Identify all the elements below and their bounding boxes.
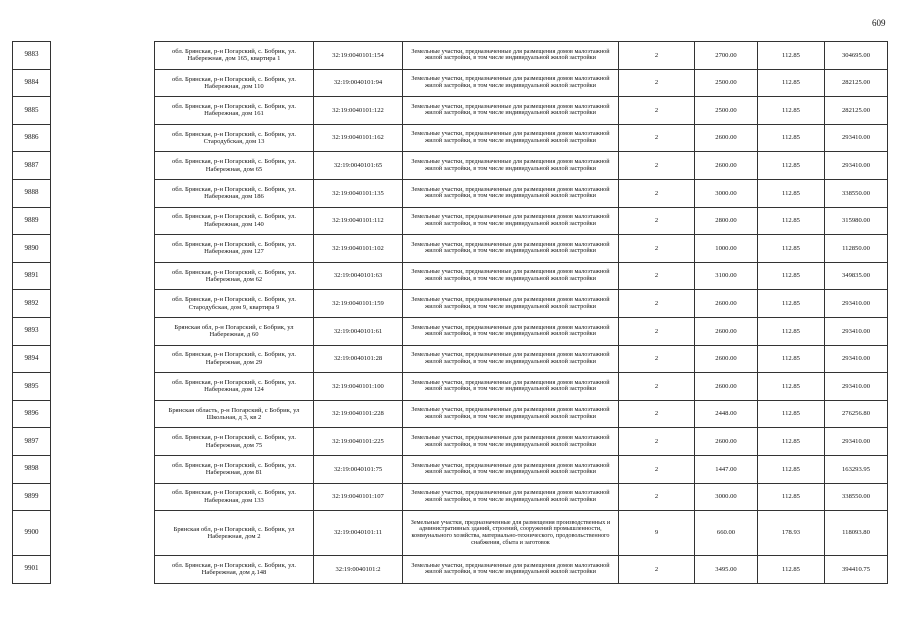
row-number-cell: 9883	[13, 42, 51, 70]
row-number-cell: 9898	[13, 455, 51, 483]
rate-cell: 112.85	[758, 345, 825, 373]
gap-cell	[51, 483, 155, 511]
rate-cell: 112.85	[758, 124, 825, 152]
group-cell: 9	[619, 511, 695, 556]
rate-cell: 112.85	[758, 152, 825, 180]
rate-cell: 112.85	[758, 42, 825, 70]
row-number-cell: 9893	[13, 317, 51, 345]
gap-cell	[51, 97, 155, 125]
gap-cell	[51, 290, 155, 318]
table-row	[13, 373, 888, 401]
row-number-cell: 9884	[13, 69, 51, 97]
land-use-cell: Земельные участки, предназначенные для размещения домов малоэтажной жилой застройки, в том числе индивидуальной жилой застройки	[403, 124, 619, 152]
row-number-cell: 9899	[13, 483, 51, 511]
table-row	[13, 152, 888, 180]
table-row	[13, 42, 888, 70]
cadastral-number-cell: 32:19:0040101:65	[314, 152, 403, 180]
cadastral-value-cell: 282125.00	[825, 97, 888, 125]
address-cell: обл. Брянская, р-н Погарский, с. Бобрик, ул. Набережная, дом 140	[155, 207, 314, 235]
cadastral-value-cell: 276256.80	[825, 400, 888, 428]
group-cell: 2	[619, 124, 695, 152]
area-cell: 2600.00	[695, 373, 758, 401]
row-number-cell: 9896	[13, 400, 51, 428]
cadastral-number-cell: 32:19:0040101:162	[314, 124, 403, 152]
area-cell: 660.00	[695, 511, 758, 556]
cadastral-number-cell: 32:19:0040101:2	[314, 556, 403, 584]
land-use-cell: Земельные участки, предназначенные для размещения домов малоэтажной жилой застройки, в том числе индивидуальной жилой застройки	[403, 207, 619, 235]
group-cell: 2	[619, 207, 695, 235]
address-cell: Брянская обл, р-н Погарский, с. Бобрик, ул Набережная, дом 2	[155, 511, 314, 556]
area-cell: 1447.00	[695, 455, 758, 483]
cadastral-number-cell: 32:19:0040101:154	[314, 42, 403, 70]
address-cell: обл. Брянская, р-н Погарский, с. Бобрик, ул. Набережная, дом 81	[155, 455, 314, 483]
cadastral-value-cell: 112850.00	[825, 235, 888, 263]
rate-cell: 112.85	[758, 207, 825, 235]
address-cell: обл. Брянская, р-н Погарский, с. Бобрик, ул. Набережная, дом 124	[155, 373, 314, 401]
land-use-cell: Земельные участки, предназначенные для размещения домов малоэтажной жилой застройки, в том числе индивидуальной жилой застройки	[403, 556, 619, 584]
gap-cell	[51, 428, 155, 456]
group-cell: 2	[619, 373, 695, 401]
cadastral-value-cell: 338550.00	[825, 483, 888, 511]
gap-cell	[51, 455, 155, 483]
table-row	[13, 511, 888, 556]
row-number-cell: 9895	[13, 373, 51, 401]
cadastral-value-cell: 163293.95	[825, 455, 888, 483]
cadastral-number-cell: 32:19:0040101:159	[314, 290, 403, 318]
gap-cell	[51, 262, 155, 290]
address-cell: Брянская область, р-н Погарский, с Бобрик, ул Школьная, д 3, кв 2	[155, 400, 314, 428]
cadastral-number-cell: 32:19:0040101:225	[314, 428, 403, 456]
address-cell: обл. Брянская, р-н Погарский, с. Бобрик, ул. Набережная, дом 186	[155, 179, 314, 207]
rate-cell: 112.85	[758, 556, 825, 584]
address-cell: обл. Брянская, р-н Погарский, с. Бобрик, ул. Набережная, дом 65	[155, 152, 314, 180]
page-number: 609	[872, 18, 886, 28]
cadastral-number-cell: 32:19:0040101:100	[314, 373, 403, 401]
group-cell: 2	[619, 69, 695, 97]
area-cell: 2500.00	[695, 69, 758, 97]
group-cell: 2	[619, 400, 695, 428]
row-number-cell: 9886	[13, 124, 51, 152]
area-cell: 2500.00	[695, 97, 758, 125]
address-cell: обл. Брянская, р-н Погарский, с. Бобрик, ул. Набережная, дом 165, квартира 1	[155, 42, 314, 70]
area-cell: 1000.00	[695, 235, 758, 263]
row-number-cell: 9888	[13, 179, 51, 207]
gap-cell	[51, 207, 155, 235]
cadastral-value-cell: 293410.00	[825, 373, 888, 401]
cadastral-number-cell: 32:19:0040101:63	[314, 262, 403, 290]
address-cell: обл. Брянская, р-н Погарский, с. Бобрик, ул. Набережная, дом 133	[155, 483, 314, 511]
land-use-cell: Земельные участки, предназначенные для размещения домов малоэтажной жилой застройки, в том числе индивидуальной жилой застройки	[403, 235, 619, 263]
area-cell: 3495.00	[695, 556, 758, 584]
land-use-cell: Земельные участки, предназначенные для размещения домов малоэтажной жилой застройки, в том числе индивидуальной жилой застройки	[403, 400, 619, 428]
table-row	[13, 235, 888, 263]
cadastral-number-cell: 32:19:0040101:122	[314, 97, 403, 125]
rate-cell: 112.85	[758, 455, 825, 483]
address-cell: обл. Брянская, р-н Погарский, с. Бобрик, ул. Набережная, дом 75	[155, 428, 314, 456]
rate-cell: 112.85	[758, 317, 825, 345]
cadastral-value-cell: 394410.75	[825, 556, 888, 584]
land-use-cell: Земельные участки, предназначенные для размещения домов малоэтажной жилой застройки, в том числе индивидуальной жилой застройки	[403, 262, 619, 290]
area-cell: 2600.00	[695, 428, 758, 456]
cadastral-number-cell: 32:19:0040101:102	[314, 235, 403, 263]
gap-cell	[51, 511, 155, 556]
land-use-cell: Земельные участки, предназначенные для размещения домов малоэтажной жилой застройки, в том числе индивидуальной жилой застройки	[403, 179, 619, 207]
address-cell: обл. Брянская, р-н Погарский, с. Бобрик, ул. Стародубская, дом 9, квартира 9	[155, 290, 314, 318]
gap-cell	[51, 345, 155, 373]
cadastral-value-cell: 118093.80	[825, 511, 888, 556]
area-cell: 2600.00	[695, 152, 758, 180]
group-cell: 2	[619, 290, 695, 318]
cadastral-value-cell: 338550.00	[825, 179, 888, 207]
table-row	[13, 207, 888, 235]
address-cell: обл. Брянская, р-н Погарский, с. Бобрик, ул. Набережная, дом 127	[155, 235, 314, 263]
address-cell: обл. Брянская, р-н Погарский, с. Бобрик, ул. Набережная, дом 62	[155, 262, 314, 290]
address-cell: обл. Брянская, р-н Погарский, с. Бобрик, ул. Стародубская, дом 13	[155, 124, 314, 152]
row-number-cell: 9891	[13, 262, 51, 290]
area-cell: 2448.00	[695, 400, 758, 428]
land-use-cell: Земельные участки, предназначенные для размещения домов малоэтажной жилой застройки, в том числе индивидуальной жилой застройки	[403, 152, 619, 180]
row-number-cell: 9892	[13, 290, 51, 318]
group-cell: 2	[619, 97, 695, 125]
gap-cell	[51, 42, 155, 70]
table-row	[13, 400, 888, 428]
table-row	[13, 97, 888, 125]
land-register-table	[12, 41, 888, 584]
gap-cell	[51, 556, 155, 584]
table-row	[13, 345, 888, 373]
group-cell: 2	[619, 262, 695, 290]
cadastral-number-cell: 32:19:0040101:107	[314, 483, 403, 511]
area-cell: 2600.00	[695, 124, 758, 152]
table-row	[13, 290, 888, 318]
rate-cell: 112.85	[758, 400, 825, 428]
group-cell: 2	[619, 428, 695, 456]
rate-cell: 112.85	[758, 97, 825, 125]
row-number-cell: 9897	[13, 428, 51, 456]
cadastral-value-cell: 315980.00	[825, 207, 888, 235]
group-cell: 2	[619, 42, 695, 70]
cadastral-number-cell: 32:19:0040101:228	[314, 400, 403, 428]
land-use-cell: Земельные участки, предназначенные для размещения производственных и административных зданий, строений, сооружений промышленности, коммунального хозяйства, материально-технического, продовольственного снабжения, сбыта и заготовок	[403, 511, 619, 556]
cadastral-number-cell: 32:19:0040101:75	[314, 455, 403, 483]
land-use-cell: Земельные участки, предназначенные для размещения домов малоэтажной жилой застройки, в том числе индивидуальной жилой застройки	[403, 373, 619, 401]
group-cell: 2	[619, 483, 695, 511]
register-body	[13, 42, 888, 584]
group-cell: 2	[619, 345, 695, 373]
area-cell: 3000.00	[695, 483, 758, 511]
cadastral-number-cell: 32:19:0040101:112	[314, 207, 403, 235]
rate-cell: 112.85	[758, 373, 825, 401]
cadastral-value-cell: 293410.00	[825, 317, 888, 345]
cadastral-value-cell: 293410.00	[825, 124, 888, 152]
area-cell: 2700.00	[695, 42, 758, 70]
rate-cell: 112.85	[758, 69, 825, 97]
land-use-cell: Земельные участки, предназначенные для размещения домов малоэтажной жилой застройки, в том числе индивидуальной жилой застройки	[403, 345, 619, 373]
table-row	[13, 179, 888, 207]
rate-cell: 178.93	[758, 511, 825, 556]
gap-cell	[51, 373, 155, 401]
group-cell: 2	[619, 179, 695, 207]
rate-cell: 112.85	[758, 262, 825, 290]
row-number-cell: 9900	[13, 511, 51, 556]
area-cell: 2600.00	[695, 345, 758, 373]
land-use-cell: Земельные участки, предназначенные для размещения домов малоэтажной жилой застройки, в том числе индивидуальной жилой застройки	[403, 483, 619, 511]
address-cell: Брянская обл, р-н Погарский, с Бобрик, ул Набережная, д 60	[155, 317, 314, 345]
gap-cell	[51, 179, 155, 207]
rate-cell: 112.85	[758, 179, 825, 207]
table-row	[13, 556, 888, 584]
address-cell: обл. Брянская, р-н Погарский, с. Бобрик, ул. Набережная, дом 110	[155, 69, 314, 97]
group-cell: 2	[619, 235, 695, 263]
cadastral-number-cell: 32:19:0040101:94	[314, 69, 403, 97]
address-cell: обл. Брянская, р-н Погарский, с. Бобрик, ул. Набережная, дом д.148	[155, 556, 314, 584]
gap-cell	[51, 124, 155, 152]
table-row	[13, 455, 888, 483]
area-cell: 2600.00	[695, 317, 758, 345]
table-row	[13, 317, 888, 345]
group-cell: 2	[619, 317, 695, 345]
row-number-cell: 9887	[13, 152, 51, 180]
area-cell: 2800.00	[695, 207, 758, 235]
address-cell: обл. Брянская, р-н Погарский, с. Бобрик, ул. Набережная, дом 29	[155, 345, 314, 373]
gap-cell	[51, 235, 155, 263]
area-cell: 2600.00	[695, 290, 758, 318]
row-number-cell: 9890	[13, 235, 51, 263]
table-row	[13, 262, 888, 290]
rate-cell: 112.85	[758, 428, 825, 456]
area-cell: 3100.00	[695, 262, 758, 290]
row-number-cell: 9885	[13, 97, 51, 125]
cadastral-number-cell: 32:19:0040101:11	[314, 511, 403, 556]
rate-cell: 112.85	[758, 483, 825, 511]
cadastral-value-cell: 293410.00	[825, 428, 888, 456]
rate-cell: 112.85	[758, 235, 825, 263]
cadastral-value-cell: 304695.00	[825, 42, 888, 70]
gap-cell	[51, 317, 155, 345]
rate-cell: 112.85	[758, 290, 825, 318]
table-row	[13, 124, 888, 152]
table-row	[13, 483, 888, 511]
cadastral-number-cell: 32:19:0040101:28	[314, 345, 403, 373]
table-row	[13, 69, 888, 97]
group-cell: 2	[619, 455, 695, 483]
cadastral-value-cell: 293410.00	[825, 290, 888, 318]
land-use-cell: Земельные участки, предназначенные для размещения домов малоэтажной жилой застройки, в том числе индивидуальной жилой застройки	[403, 290, 619, 318]
row-number-cell: 9894	[13, 345, 51, 373]
cadastral-value-cell: 282125.00	[825, 69, 888, 97]
group-cell: 2	[619, 556, 695, 584]
row-number-cell: 9901	[13, 556, 51, 584]
land-use-cell: Земельные участки, предназначенные для размещения домов малоэтажной жилой застройки, в том числе индивидуальной жилой застройки	[403, 317, 619, 345]
cadastral-number-cell: 32:19:0040101:61	[314, 317, 403, 345]
cadastral-value-cell: 293410.00	[825, 345, 888, 373]
address-cell: обл. Брянская, р-н Погарский, с. Бобрик, ул. Набережная, дом 161	[155, 97, 314, 125]
land-use-cell: Земельные участки, предназначенные для размещения домов малоэтажной жилой застройки, в том числе индивидуальной жилой застройки	[403, 428, 619, 456]
cadastral-value-cell: 293410.00	[825, 152, 888, 180]
area-cell: 3000.00	[695, 179, 758, 207]
cadastral-number-cell: 32:19:0040101:135	[314, 179, 403, 207]
land-use-cell: Земельные участки, предназначенные для размещения домов малоэтажной жилой застройки, в том числе индивидуальной жилой застройки	[403, 455, 619, 483]
cadastral-value-cell: 349835.00	[825, 262, 888, 290]
gap-cell	[51, 152, 155, 180]
land-use-cell: Земельные участки, предназначенные для размещения домов малоэтажной жилой застройки, в том числе индивидуальной жилой застройки	[403, 97, 619, 125]
row-number-cell: 9889	[13, 207, 51, 235]
gap-cell	[51, 69, 155, 97]
table-row	[13, 428, 888, 456]
land-use-cell: Земельные участки, предназначенные для размещения домов малоэтажной жилой застройки, в том числе индивидуальной жилой застройки	[403, 42, 619, 70]
group-cell: 2	[619, 152, 695, 180]
land-use-cell: Земельные участки, предназначенные для размещения домов малоэтажной жилой застройки, в том числе индивидуальной жилой застройки	[403, 69, 619, 97]
gap-cell	[51, 400, 155, 428]
